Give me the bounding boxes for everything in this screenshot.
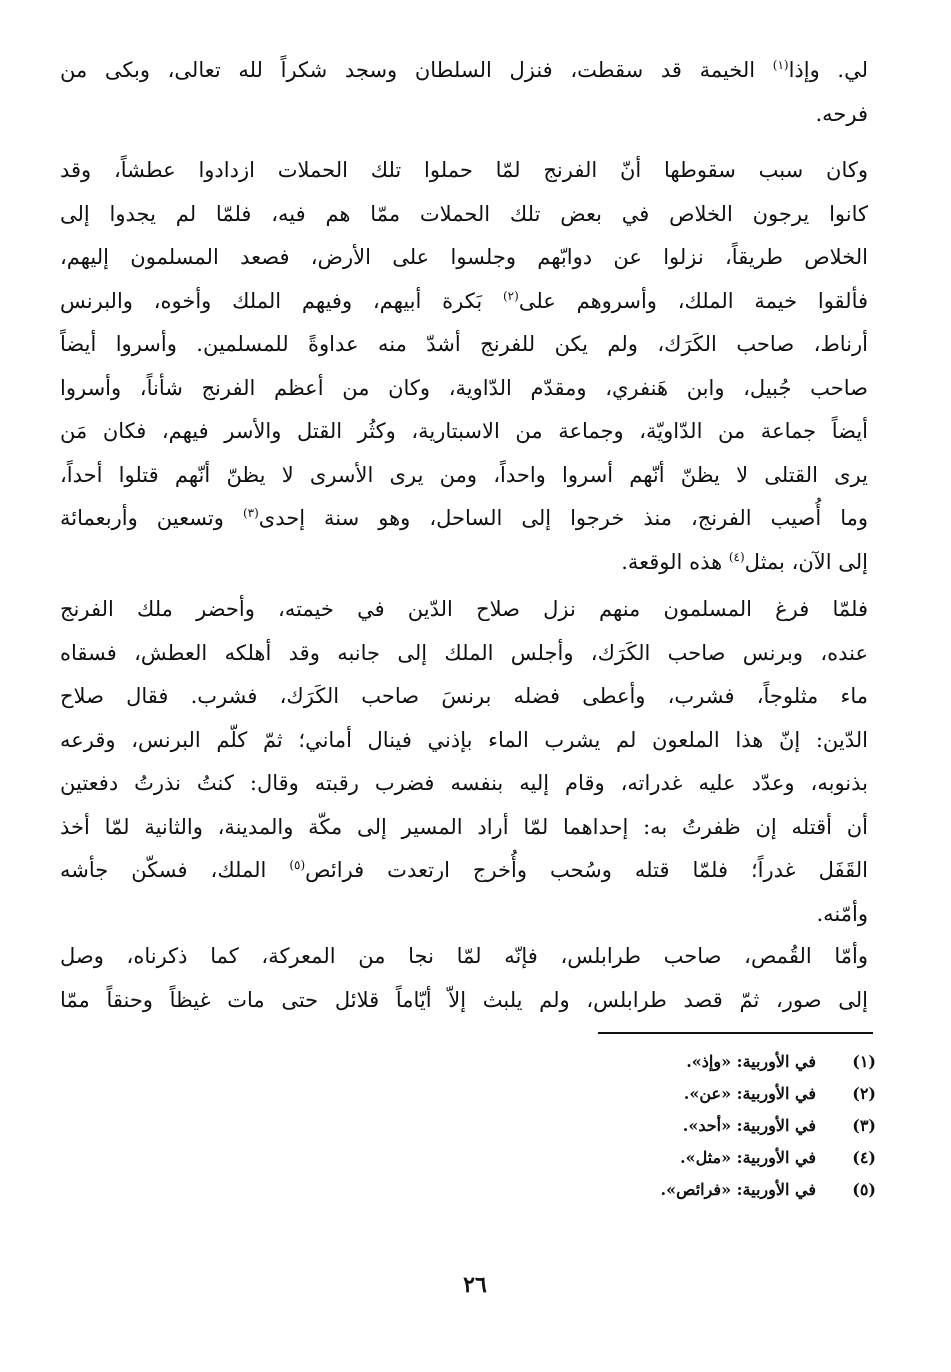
footnote-1 [560, 1052, 876, 1084]
text-line: الخلاص طريقاً، نزلوا عن دوابّهم وجلسوا على الأرض، فصعد المسلمون إليهم، [60, 245, 868, 269]
text-line: فلمّا فرغ المسلمون منهم نزل صلاح الدّين في خيمته، وأحضر ملك الفرنج [60, 597, 868, 621]
footnote-2 [560, 1084, 876, 1116]
text-line: القَفَل غدراً؛ فلمّا قتله وسُحب وأُخرج ارتعدت فرائص$^{(٥)}$ الملك، فسكّن جأشه [60, 858, 868, 882]
text-line: وما أُصيب الفرنج، منذ خرجوا إلى الساحل، وهو سنة إحدى$^{(٣)}$ وتسعين وأربعمائة [60, 506, 868, 530]
text-line: وأمّا القُمص، صاحب طرابلس، فإنّه لمّا نجا من المعركة، كما ذكرناه، وصل [60, 944, 868, 968]
text-line: إلى صور، ثمّ قصد طرابلس، ولم يلبث إلاّ أيّاماً قلائل حتى مات غيظاً وحنقاً ممّا [60, 987, 868, 1012]
footnote-number: (٥) [852, 1180, 876, 1199]
text-line: وكان سبب سقوطها أنّ الفرنج لمّا حملوا تلك الحملات ازدادوا عطشاً، وقد [60, 158, 868, 182]
paragraph-3 [60, 588, 868, 936]
text-line: أرناط، صاحب الكَرَك، ولم يكن للفرنج أشدّ منه عداوةً للمسلمين. وأسروا أيضاً [60, 332, 868, 356]
footnote-text: في الأوربية: «فرائص». [660, 1180, 816, 1199]
footnote-text: في الأوربية: «عن». [683, 1084, 816, 1103]
text-line: وأمّنه. [816, 901, 868, 926]
text-line: الدّين: إنّ هذا الملعون لم يشرب الماء بإذني فينال أماني؛ ثمّ كلّم البرنس، وقرعه [60, 727, 868, 752]
paragraph-4 [60, 935, 868, 1022]
footnote-3 [560, 1116, 876, 1148]
text-line: فرحه. [815, 101, 868, 126]
footnote-text: في الأوربية: «مثل». [680, 1148, 816, 1167]
text-line: أيضاً جماعة من الدّاويّة، وجماعة من الاسبتارية، وكثُر القتل والأسر فيهم، فكان مَن [60, 419, 868, 443]
footnote-number: (٢) [852, 1084, 876, 1103]
text-line: لي. وإذا$^{(١)}$ الخيمة قد سقطت، فنزل السلطان وسجد شكراً لله تعالى، وبكى من [60, 58, 868, 82]
footnote-number: (٣) [852, 1116, 876, 1135]
page-number: ٢٦ [463, 1272, 487, 1298]
footnote-5 [560, 1180, 876, 1212]
text-line: ماء مثلوجاً، فشرب، وأعطى فضله برنسَ صاحب الكَرَك، فشرب. فقال صلاح [60, 684, 868, 708]
footnote-4 [560, 1148, 876, 1180]
text-line: كانوا يرجون الخلاص في بعض تلك الحملات ممّا هم فيه، فلمّا لم يجدوا إلى [60, 201, 868, 226]
text-line: عنده، وبرنس صاحب الكَرَك، وأجلس الملك إلى جانبه وقد أهلكه العطش، فسقاه [60, 640, 868, 665]
footnote-text: في الأوربية: «أحد». [682, 1116, 816, 1135]
paragraph-1 [60, 49, 868, 136]
footnotes [560, 1052, 876, 1212]
footnote-separator [598, 1032, 873, 1034]
text-line: يرى القتلى لا يظنّ أنّهم أسروا واحداً، ومن يرى الأسرى لا يظنّ أنّهم قتلوا أحداً، [60, 462, 868, 487]
footnote-number: (١) [852, 1052, 876, 1071]
footnote-text: في الأوربية: «وإذ». [686, 1052, 816, 1071]
footnote-number: (٤) [852, 1148, 876, 1167]
text-line: صاحب جُبيل، وابن هَنفري، ومقدّم الدّاوية، وكان من أعظم الفرنج شأناً، وأسروا [60, 375, 868, 400]
text-line: فألقوا خيمة الملك، وأسروهم على$^{(٢)}$ بَكرة أبيهم، وفيهم الملك وأخوه، والبرنس [60, 288, 868, 313]
text-line: بذنوبه، وعدّد عليه غدراته، وقام إليه بنفسه فضرب رقبته وقال: كنتُ نذرتُ دفعتين [60, 771, 868, 795]
paragraph-2 [60, 149, 868, 584]
text-line: أن أقتله إن ظفرتُ به: إحداهما لمّا أراد المسير إلى مكّة والمدينة، والثانية لمّا أخذ [60, 814, 868, 839]
text-line: إلى الآن، بمثل$^{(٤)}$ هذه الوقعة. [621, 549, 868, 574]
